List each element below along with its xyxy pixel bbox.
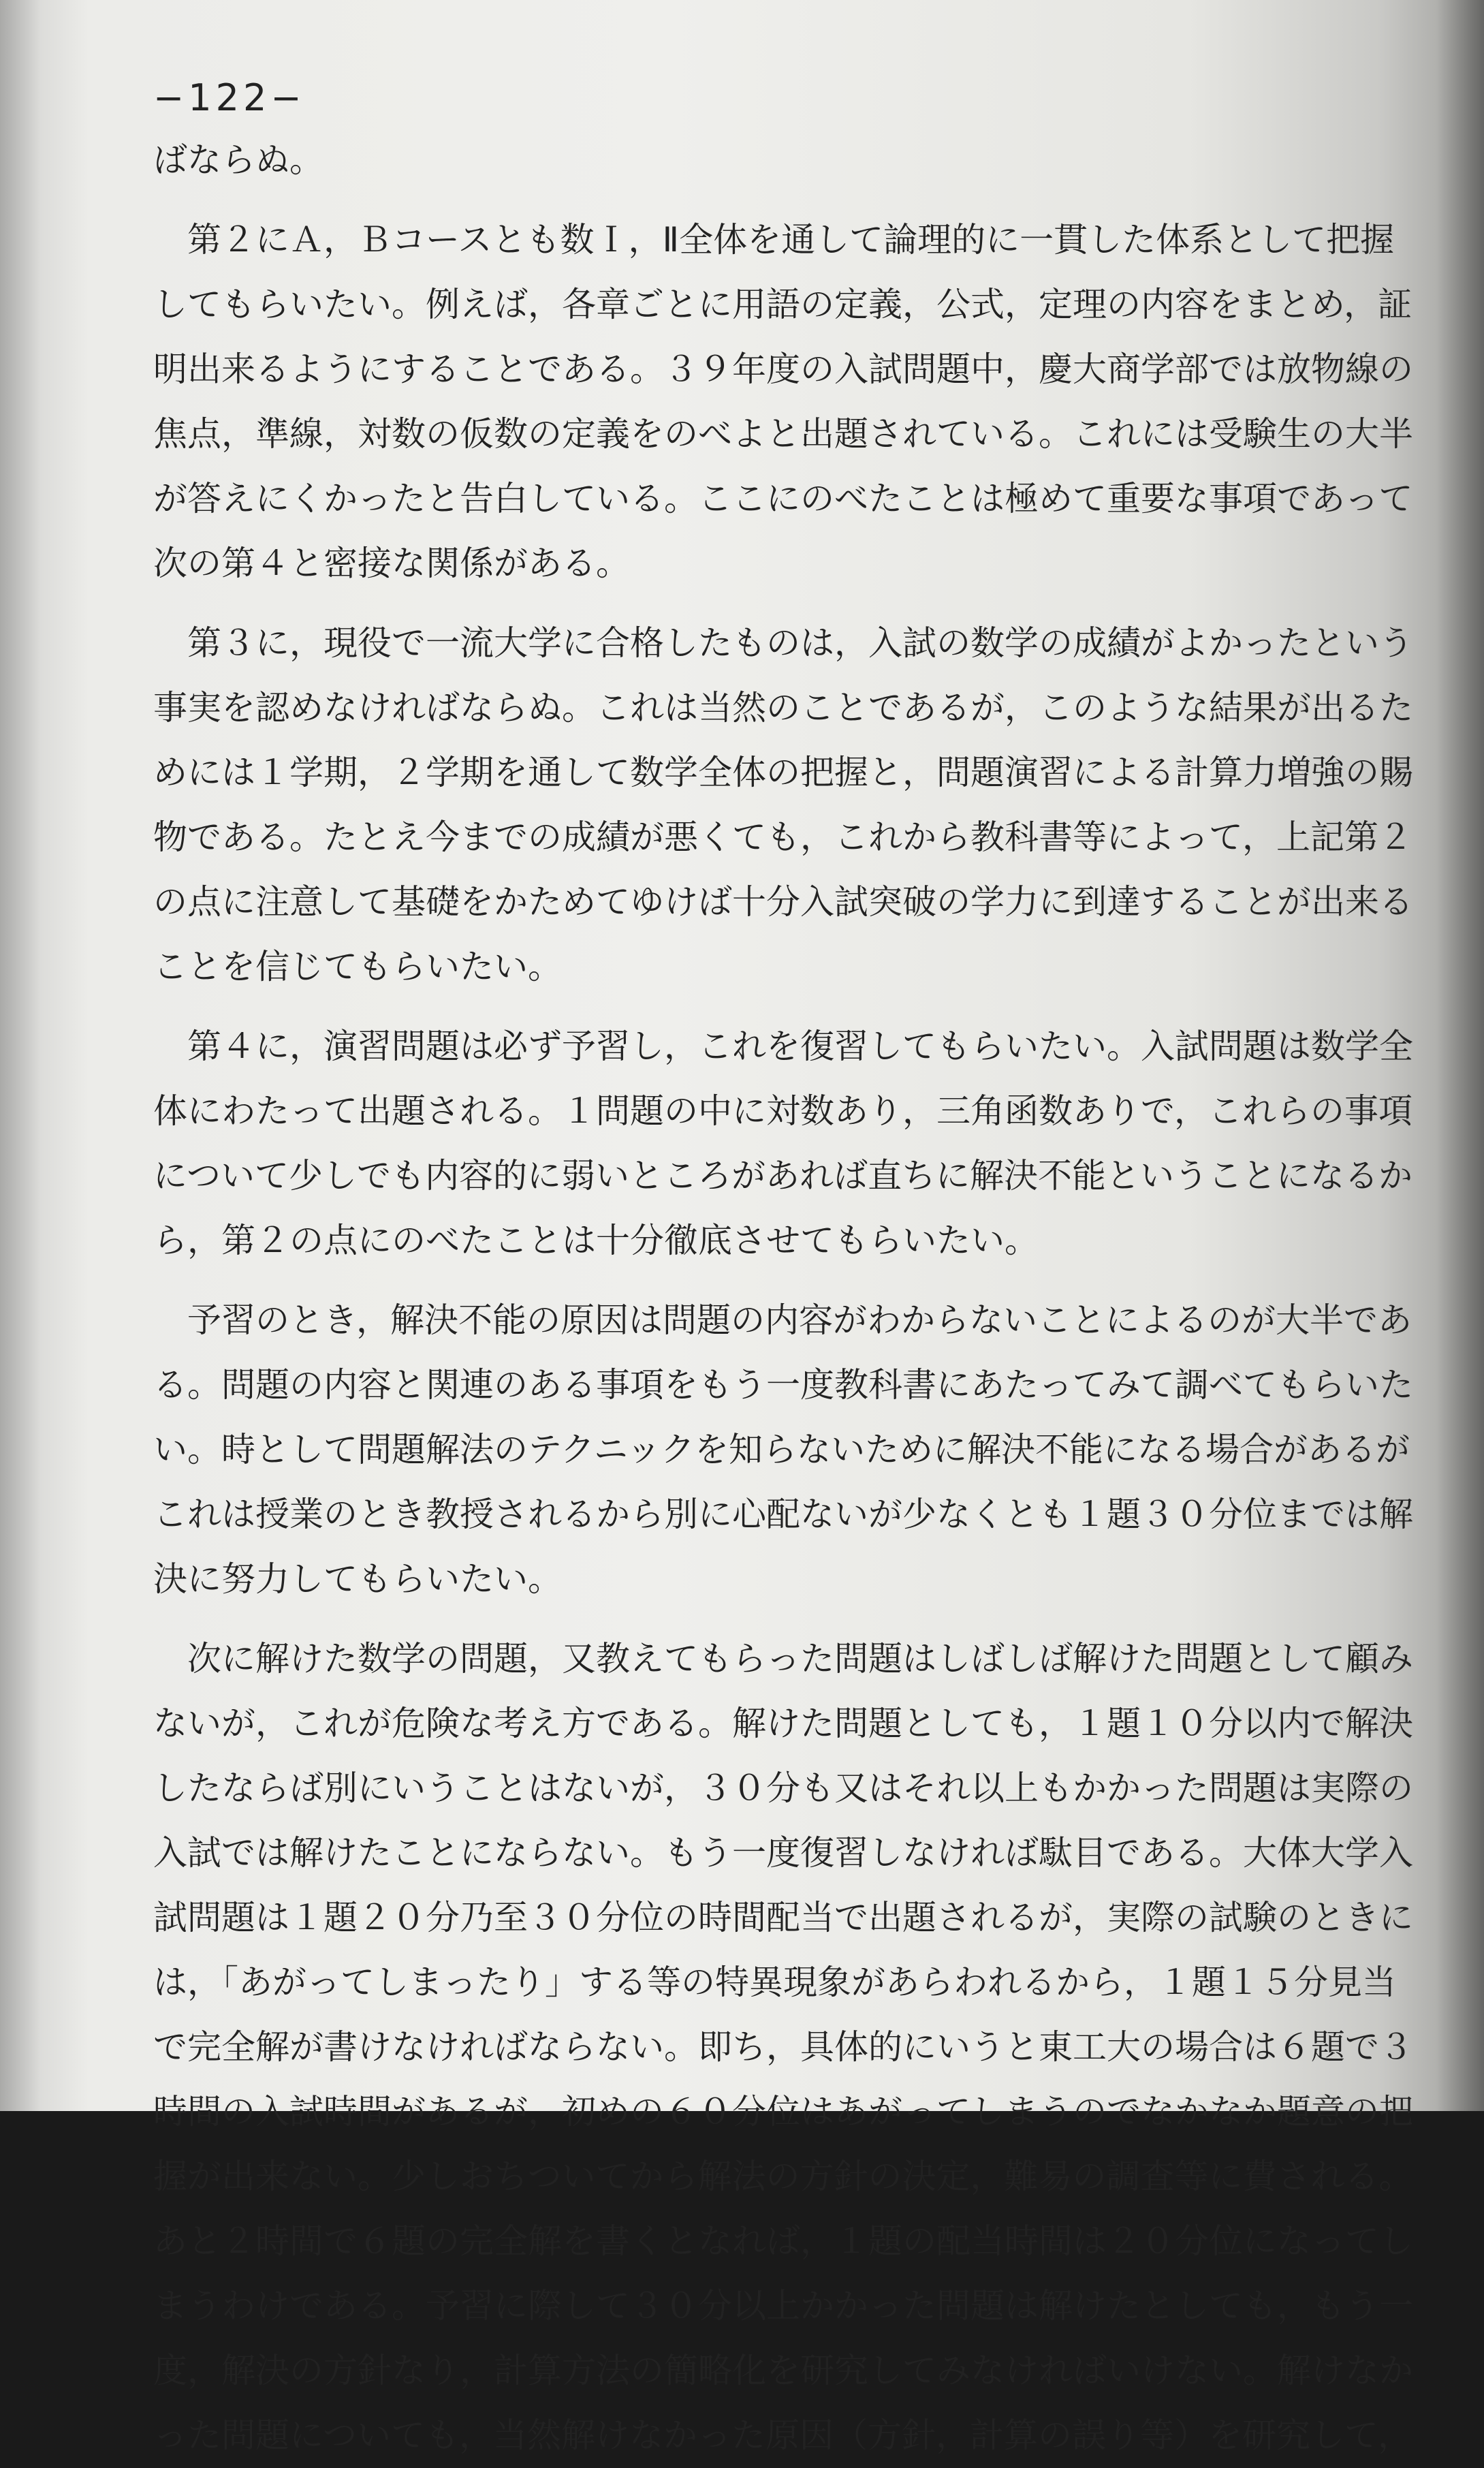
text-line: 焦点，準線，対数の仮数の定義をのべよと出題されている。これには受験生の大半 <box>153 414 1413 454</box>
text-line: ら，第２の点にのべたことは十分徹底させてもらいたい。 <box>153 1221 1039 1260</box>
text-line: 予習のとき，解決不能の原因は問題の内容がわからないことによるのが大半であ <box>187 1300 1412 1340</box>
text-line: い。時として問題解法のテクニックを知らないために解決不能になる場合があるが <box>153 1430 1410 1469</box>
text-line: で完全解が書けなければならない。即ち，具体的にいうと東工大の場合は６題で３ <box>153 2027 1413 2067</box>
text-line: まうわけである。予習に際して３０分以上かかった問題は解けたとしても，もう一 <box>153 2286 1413 2326</box>
text-line: ことを信じてもらいたい。 <box>153 947 562 986</box>
text-line: ないが，これが危険な考え方である。解けた問題としても，１題１０分以内で解決 <box>153 1704 1413 1743</box>
text-line: が答えにくかったと告白している。ここにのべたことは極めて重要な事項であって <box>153 479 1413 518</box>
text-line: 明出来るようにすることである。３９年度の入試問題中，慶大商学部では放物線の <box>153 349 1413 389</box>
text-line: 握が出来ない。少しおちついてから解法の方針の決定，難易の調査等に費される。 <box>153 2157 1413 2196</box>
page-left-shadow <box>0 0 41 2111</box>
text-line: 次の第４と密接な関係がある。 <box>153 544 630 583</box>
text-line: 時間の入試時間があるが，初めの６０分位はあがってしまうのでなかなか題意の把 <box>153 2092 1413 2131</box>
text-line: は，「あがってしまったり」する等の特異現象があらわれるから，１題１５分見当 <box>153 1963 1396 2002</box>
text-line: 第２にＡ，Ｂコースとも数Ｉ，Ⅱ全体を通して論理的に一貫した体系として把握 <box>187 220 1395 260</box>
text-line: してもらいたい。例えば，各章ごとに用語の定義，公式，定理の内容をまとめ，証 <box>153 285 1412 324</box>
text-line: ばならぬ。 <box>153 140 323 180</box>
text-line: 第４に，演習問題は必ず予習し，これを復習してもらいたい。入試問題は数学全 <box>187 1027 1413 1066</box>
text-line: 体にわたって出題される。１問題の中に対数あり，三角函数ありで，これらの事項 <box>153 1091 1412 1131</box>
text-line: る。問題の内容と関連のある事項をもう一度教科書にあたってみて調べてもらいた <box>153 1365 1413 1405</box>
text-line: 入試では解けたことにならない。もう一度復習しなければ駄目である。大体大学入 <box>153 1833 1413 1873</box>
text-line: 度，解決の方針なり，計算方法の簡略化を研究してみなければいけない。解けなか <box>153 2351 1413 2390</box>
text-line: 事実を認めなければならぬ。これは当然のことであるが，このような結果が出るた <box>153 688 1413 728</box>
text-line: 試問題は１題２０分乃至３０分位の時間配当で出題されるが，実際の試験のときに <box>153 1898 1413 1937</box>
text-line: 決に努力してもらいたい。 <box>153 1559 562 1599</box>
text-line: これは授業のとき教授されるから別に心配ないが少なくとも１題３０分位までは解 <box>153 1495 1413 1534</box>
text-lines <box>153 128 1413 2468</box>
text-line: った問題についても，当然解けなかった原因（方針，計算の誤り等）を研究して， <box>153 2416 1412 2455</box>
text-line: 次に解けた数学の問題，又教えてもらった問題はしばしば解けた問題として顧み <box>187 1639 1413 1678</box>
text-line: について少しでも内容的に弱いところがあれば直ちに解決不能ということになるか <box>153 1156 1412 1196</box>
text-line: あと２時間で６題の完全解を書くとなれば，１題の配当時間は２０分位になってし <box>153 2221 1413 2261</box>
page-right-shadow <box>1436 0 1484 2111</box>
text-line: の点に注意して基礎をかためてゆけば十分入試突破の学力に到達することが出来る <box>153 882 1413 922</box>
page-number: −122− <box>153 76 306 119</box>
text-line: 物である。たとえ今までの成績が悪くても，これから教科書等によって，上記第２ <box>153 817 1412 857</box>
text-line: したならば別にいうことはないが，３０分も又はそれ以上もかかった問題は実際の <box>153 1768 1413 1808</box>
text-line: めには１学期，２学期を通して数学全体の把握と，問題演習による計算力増強の賜 <box>153 753 1413 792</box>
page-text <box>153 74 1413 2468</box>
text-line: 第３に，現役で一流大学に合格したものは，入試の数学の成績がよかったという <box>187 623 1413 663</box>
